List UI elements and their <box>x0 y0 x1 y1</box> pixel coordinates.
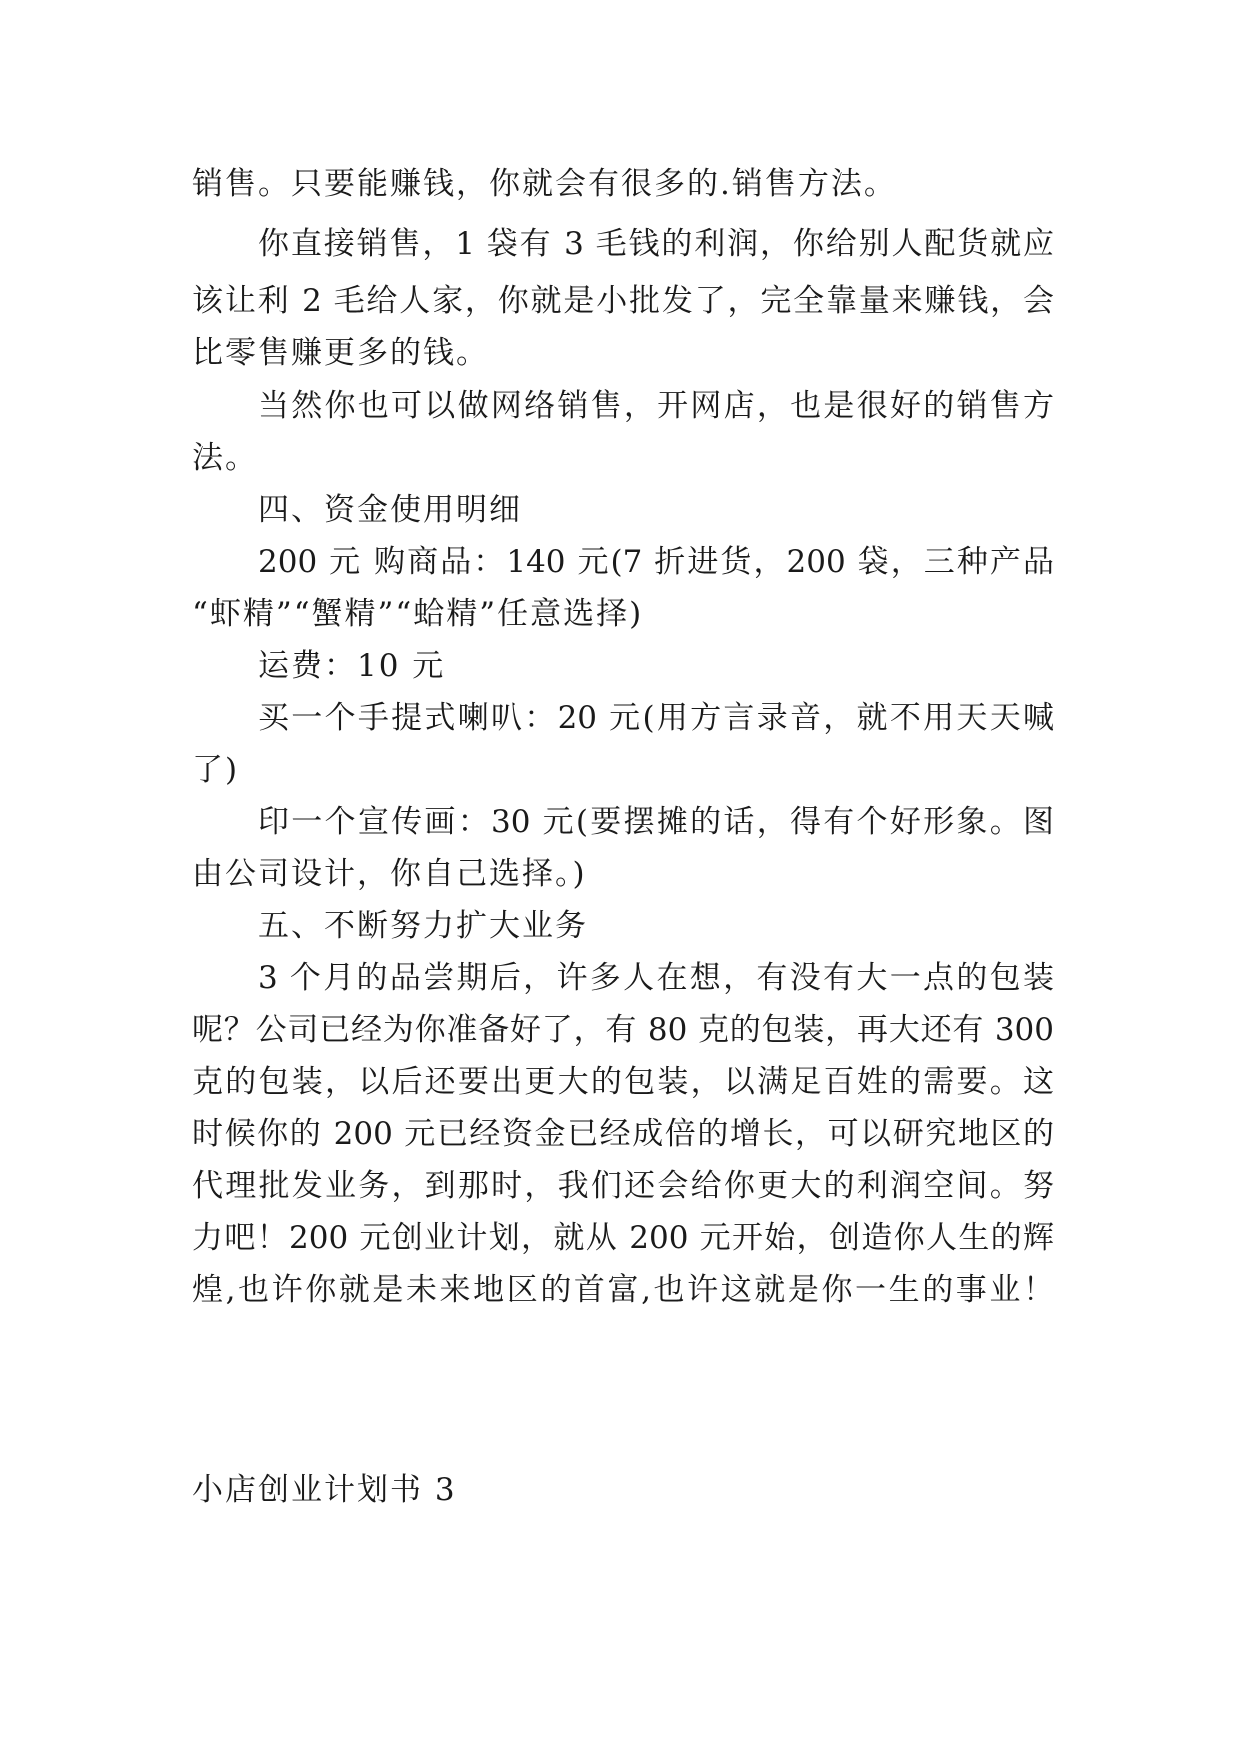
text-line: 买一个手提式喇叭：20 元(用方言录音，就不用天天喊 <box>258 700 1054 736</box>
text-line: “虾精”“蟹精”“蛤精”任意选择) <box>192 596 644 632</box>
text-line: 3 个月的品尝期后，许多人在想，有没有大一点的包装 <box>258 960 1054 996</box>
text-line: 力吧！200 元创业计划，就从 200 元开始，创造你人生的辉 <box>192 1220 1054 1256</box>
text-line: 销售。只要能赚钱，你就会有很多的.销售方法。 <box>192 166 897 202</box>
document-section-title: 小店创业计划书 3 <box>192 1472 457 1508</box>
text-line: 煌,也许你就是未来地区的首富,也许这就是你一生的事业！ <box>192 1272 1054 1308</box>
section-heading: 五、不断努力扩大业务 <box>258 908 588 944</box>
text-line: 200 元 购商品：140 元(7 折进货，200 袋，三种产品 <box>258 544 1054 580</box>
text-line: 克的包装，以后还要出更大的包装，以满足百姓的需要。这 <box>192 1064 1054 1100</box>
text-line: 呢？公司已经为你准备好了，有 80 克的包装，再大还有 300 <box>192 1012 1054 1048</box>
text-line: 你直接销售，1 袋有 3 毛钱的利润，你给别人配货就应 <box>258 226 1054 262</box>
text-line: 该让利 2 毛给人家，你就是小批发了，完全靠量来赚钱，会 <box>192 283 1054 319</box>
section-heading: 四、资金使用明细 <box>258 492 522 528</box>
text-line: 代理批发业务，到那时，我们还会给你更大的利润空间。努 <box>192 1168 1054 1204</box>
text-line: 运费：10 元 <box>258 648 446 684</box>
text-line: 比零售赚更多的钱。 <box>192 335 489 371</box>
text-line: 时候你的 200 元已经资金已经成倍的增长，可以研究地区的 <box>192 1116 1054 1152</box>
text-line: 了) <box>192 752 240 788</box>
text-line: 由公司设计，你自己选择。) <box>192 856 587 892</box>
text-line: 法。 <box>192 440 258 476</box>
text-line: 当然你也可以做网络销售，开网店，也是很好的销售方 <box>258 388 1054 424</box>
text-line: 印一个宣传画：30 元(要摆摊的话，得有个好形象。图 <box>258 804 1054 840</box>
